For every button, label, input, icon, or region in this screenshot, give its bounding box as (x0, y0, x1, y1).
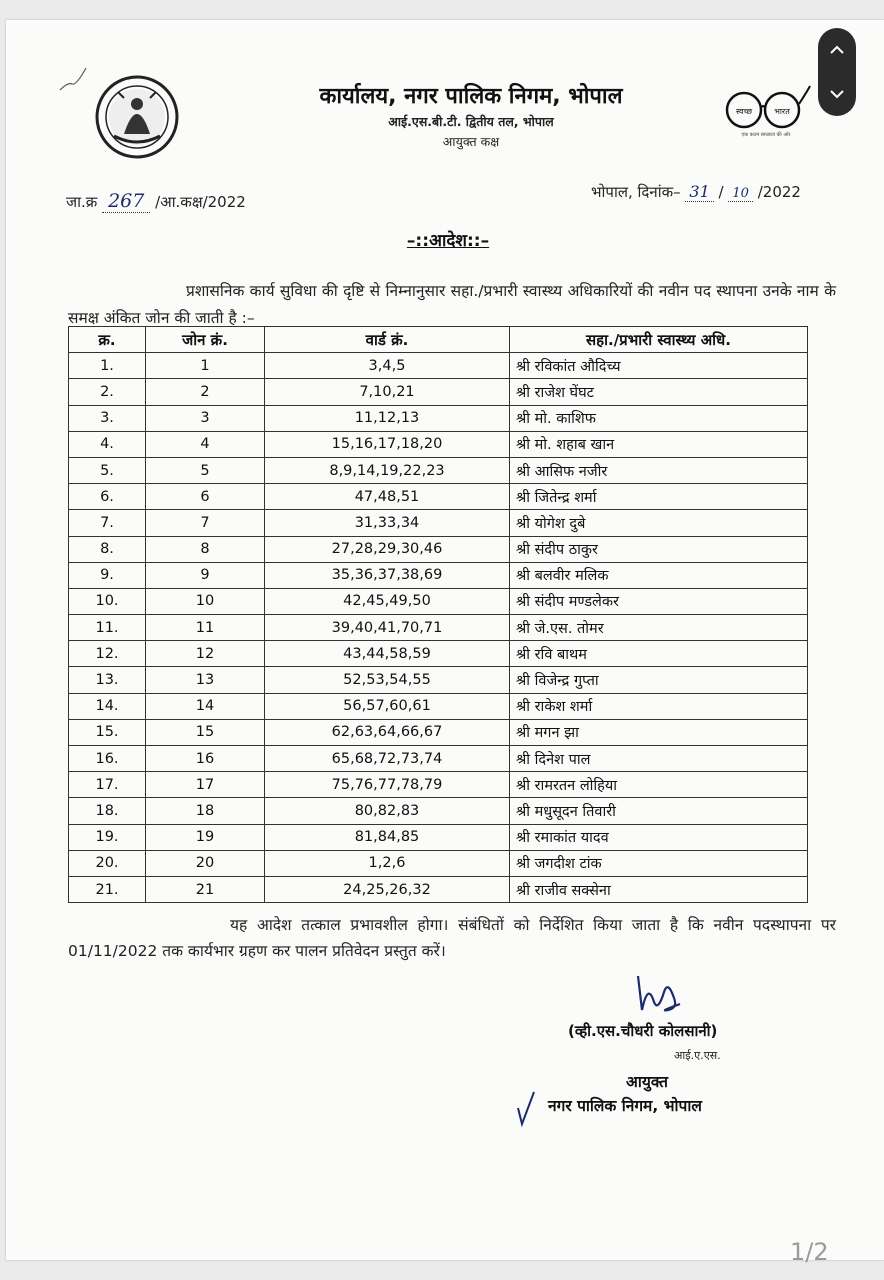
page-scroll-control (818, 28, 856, 116)
office-title: कार्यालय, नगर पालिक निगम, भोपाल (319, 84, 623, 109)
officer-cell: श्री राजीव सक्सेना (510, 876, 808, 902)
signatory-service: आई.ए.एस. (674, 1049, 721, 1062)
table-row (69, 615, 808, 641)
table-row (69, 824, 808, 850)
officer-cell: श्री जे.एस. तोमर (510, 615, 808, 641)
date-day: 31 (685, 182, 713, 202)
zone-cell: 11 (146, 615, 265, 641)
zone-cell: 16 (146, 746, 265, 772)
table-row (69, 772, 808, 798)
serial-cell: 21. (69, 876, 146, 902)
zone-cell: 5 (146, 457, 265, 483)
emblem-scribble-icon (58, 64, 88, 94)
table-row (69, 484, 808, 510)
serial-cell: 19. (69, 824, 146, 850)
table-row (69, 457, 808, 483)
officer-cell: श्री रविकांत औदिच्य (510, 353, 808, 379)
handwritten-signature (628, 972, 688, 1016)
ward-cell: 39,40,41,70,71 (265, 615, 510, 641)
zone-cell: 4 (146, 431, 265, 457)
officer-cell: श्री रवि बाथम (510, 641, 808, 667)
handwritten-tick-mark (514, 1090, 538, 1130)
table-row (69, 405, 808, 431)
officer-cell: श्री दिनेश पाल (510, 746, 808, 772)
order-heading (6, 228, 884, 251)
zone-cell: 14 (146, 693, 265, 719)
chevron-down-icon (829, 89, 845, 99)
table-header-row (69, 327, 808, 353)
serial-cell: 13. (69, 667, 146, 693)
officer-cell: श्री संदीप मण्डलेकर (510, 588, 808, 614)
page-indicator: 1/2 (790, 1238, 829, 1266)
closing-paragraph: यह आदेश तत्काल प्रभावशील होगा। संबंधितों को निर्देशित किया जाता है कि नवीन पदस्थापना पर 01/11/2022 तक कार्यभार ग्रहण कर पालन प्रतिवेदन प्रस्तुत करें। (68, 916, 836, 960)
ward-cell: 81,84,85 (265, 824, 510, 850)
reference-number (66, 190, 246, 212)
table-row (69, 667, 808, 693)
table-row (69, 536, 808, 562)
serial-cell: 1. (69, 353, 146, 379)
ward-cell: 75,76,77,78,79 (265, 772, 510, 798)
office-address: आई.एस.बी.टी. द्वितीय तल, भोपाल (388, 114, 554, 129)
officer-cell: श्री आसिफ नजीर (510, 457, 808, 483)
date-month: 10 (728, 186, 753, 202)
serial-cell: 20. (69, 850, 146, 876)
serial-cell: 10. (69, 588, 146, 614)
serial-cell: 9. (69, 562, 146, 588)
table-row (69, 431, 808, 457)
officer-cell: श्री जितेन्द्र शर्मा (510, 484, 808, 510)
ward-cell: 43,44,58,59 (265, 641, 510, 667)
serial-cell: 17. (69, 772, 146, 798)
officer-cell: श्री जगदीश टांक (510, 850, 808, 876)
serial-cell: 11. (69, 615, 146, 641)
table-row (69, 719, 808, 745)
ward-cell: 11,12,13 (265, 405, 510, 431)
serial-cell: 12. (69, 641, 146, 667)
header-zone: जोन क्रं. (146, 327, 265, 353)
zone-cell: 15 (146, 719, 265, 745)
serial-cell: 18. (69, 798, 146, 824)
table-row (69, 876, 808, 902)
serial-cell: 3. (69, 405, 146, 431)
order-date: भोपाल, दिनांक– 31 / 10 /2022 (591, 182, 801, 201)
serial-cell: 8. (69, 536, 146, 562)
ward-cell: 65,68,72,73,74 (265, 746, 510, 772)
serial-cell: 2. (69, 379, 146, 405)
date-prefix: भोपाल, दिनांक– (591, 183, 681, 201)
zone-cell: 3 (146, 405, 265, 431)
signatory-designation: आयुक्त (626, 1073, 668, 1091)
serial-cell: 6. (69, 484, 146, 510)
logo-tagline: एक कदम स्वच्छता की ओर (741, 132, 791, 138)
zone-cell: 7 (146, 510, 265, 536)
ward-cell: 62,63,64,66,67 (265, 719, 510, 745)
officer-cell: श्री रामरतन लोहिया (510, 772, 808, 798)
chevron-up-icon (829, 45, 845, 55)
logo-word-bharat: भारत (774, 107, 790, 116)
swachh-bharat-logo (718, 84, 814, 144)
glasses-icon (718, 84, 814, 132)
zone-cell: 6 (146, 484, 265, 510)
signatory-office: नगर पालिक निगम, भोपाल (548, 1097, 702, 1115)
table-body (69, 353, 808, 903)
reference-prefix: जा.क्र (66, 193, 98, 211)
ward-cell: 8,9,14,19,22,23 (265, 457, 510, 483)
table-row (69, 746, 808, 772)
ward-cell: 7,10,21 (265, 379, 510, 405)
office-room: आयुक्त कक्ष (442, 134, 500, 149)
scroll-down-button[interactable] (818, 72, 856, 116)
table-row (69, 641, 808, 667)
table-row (69, 798, 808, 824)
serial-cell: 5. (69, 457, 146, 483)
zone-cell: 2 (146, 379, 265, 405)
officer-cell: श्री मगन झा (510, 719, 808, 745)
table-row (69, 588, 808, 614)
zone-cell: 10 (146, 588, 265, 614)
ward-cell: 1,2,6 (265, 850, 510, 876)
officer-cell: श्री मो. शहाब खान (510, 431, 808, 457)
table-row (69, 850, 808, 876)
officer-cell: श्री राजेश घेंघट (510, 379, 808, 405)
zone-assignment-table (68, 326, 808, 903)
ward-cell: 80,82,83 (265, 798, 510, 824)
officer-cell: श्री विजेन्द्र गुप्ता (510, 667, 808, 693)
scroll-up-button[interactable] (818, 28, 856, 72)
zone-cell: 19 (146, 824, 265, 850)
serial-cell: 14. (69, 693, 146, 719)
officer-cell: श्री मो. काशिफ (510, 405, 808, 431)
officer-cell: श्री मधुसूदन तिवारी (510, 798, 808, 824)
ward-cell: 3,4,5 (265, 353, 510, 379)
serial-cell: 4. (69, 431, 146, 457)
signatory-name: (व्ही.एस.चौधरी कोलसानी) (568, 1022, 718, 1040)
order-heading-text: –::आदेश::– (406, 231, 490, 251)
reference-handwritten-number: 267 (102, 190, 150, 213)
ward-cell: 31,33,34 (265, 510, 510, 536)
ward-cell: 27,28,29,30,46 (265, 536, 510, 562)
ward-cell: 35,36,37,38,69 (265, 562, 510, 588)
ward-cell: 24,25,26,32 (265, 876, 510, 902)
header-officer: सहा./प्रभारी स्वास्थ्य अधि. (510, 327, 808, 353)
zone-cell: 8 (146, 536, 265, 562)
ward-cell: 15,16,17,18,20 (265, 431, 510, 457)
officer-cell: श्री बलवीर मलिक (510, 562, 808, 588)
officer-cell: श्री संदीप ठाकुर (510, 536, 808, 562)
table-row (69, 693, 808, 719)
zone-cell: 17 (146, 772, 265, 798)
reference-suffix: /आ.कक्ष/2022 (155, 193, 246, 211)
zone-cell: 9 (146, 562, 265, 588)
logo-word-swachh: स्वच्छ (735, 107, 753, 116)
officer-cell: श्री योगेश दुबे (510, 510, 808, 536)
zone-cell: 1 (146, 353, 265, 379)
ward-cell: 42,45,49,50 (265, 588, 510, 614)
document-page (6, 20, 884, 1260)
zone-cell: 21 (146, 876, 265, 902)
header-ward: वार्ड क्रं. (265, 327, 510, 353)
officer-cell: श्री रमाकांत यादव (510, 824, 808, 850)
zone-cell: 13 (146, 667, 265, 693)
serial-cell: 7. (69, 510, 146, 536)
table-row (69, 379, 808, 405)
date-year: /2022 (757, 183, 801, 201)
zone-cell: 18 (146, 798, 265, 824)
intro-paragraph: प्रशासनिक कार्य सुविधा की दृष्टि से निम्नानुसार सहा./प्रभारी स्वास्थ्य अधिकारियों की नवीन पद स्थापना उनके नाम के समक्ष अंकित जोन की जाती है :– (68, 282, 836, 327)
table-row (69, 562, 808, 588)
ward-cell: 56,57,60,61 (265, 693, 510, 719)
serial-cell: 15. (69, 719, 146, 745)
zone-cell: 20 (146, 850, 265, 876)
table-row (69, 510, 808, 536)
officer-cell: श्री राकेश शर्मा (510, 693, 808, 719)
ward-cell: 52,53,54,55 (265, 667, 510, 693)
municipal-emblem-logo (94, 74, 180, 160)
ward-cell: 47,48,51 (265, 484, 510, 510)
header-serial: क्र. (69, 327, 146, 353)
serial-cell: 16. (69, 746, 146, 772)
zone-cell: 12 (146, 641, 265, 667)
table-row (69, 353, 808, 379)
